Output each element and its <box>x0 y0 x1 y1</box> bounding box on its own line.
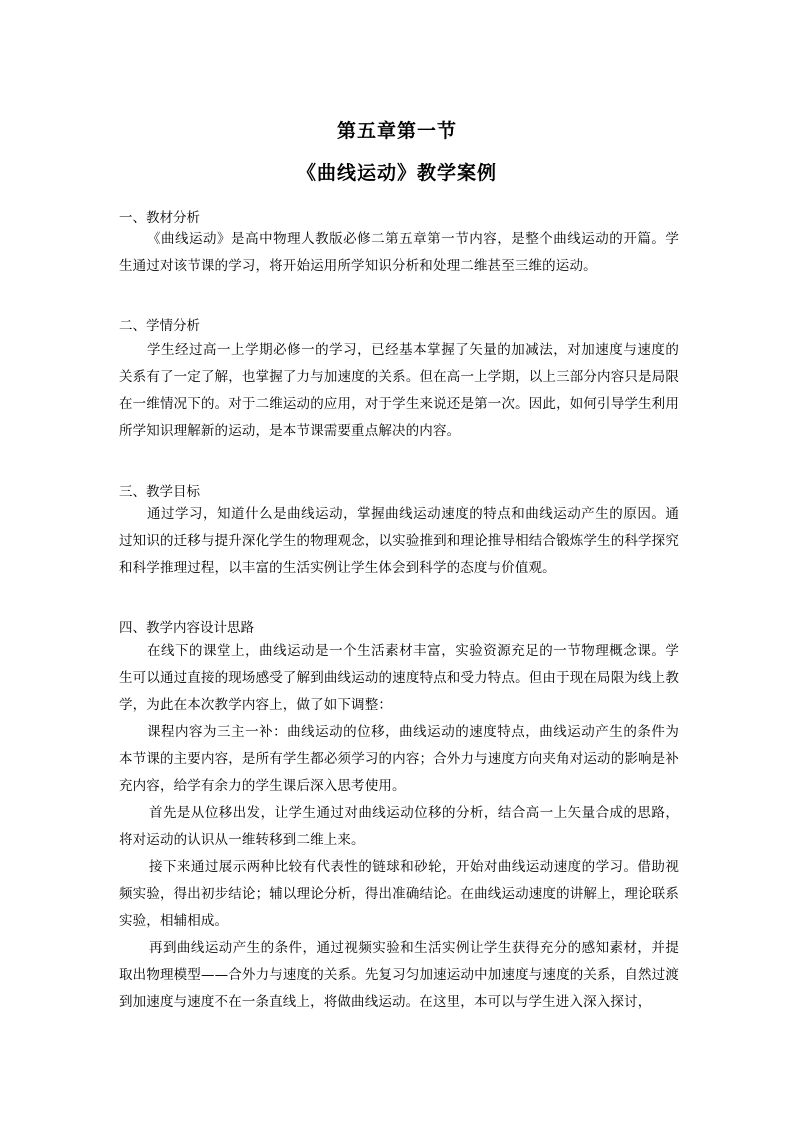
section-heading-materials: 一、教材分析 <box>119 210 200 226</box>
section-heading-goals: 三、教学目标 <box>119 484 200 500</box>
paragraph-design-content: 课程内容为三主一补：曲线运动的位移，曲线运动的速度特点，曲线运动产生的条件为本节课的主要内容，是所有学生都必须学习的内容；合外力与速度方向夹角对运动的影响是补充内容，给学有余力的学生课后深入思考使用。 <box>119 724 679 794</box>
paragraph-goals: 通过学习，知道什么是曲线运动，掌握曲线运动速度的特点和曲线运动产生的原因。通过知识的迁移与提升深化学生的物理观念，以实验推到和理论推导相结合锻炼学生的科学探究和科学推理过程，以丰富的生活实例让学生体会到科学的态度与价值观。 <box>119 506 679 576</box>
paragraph-design-displacement: 首先是从位移出发，让学生通过对曲线运动位移的分析，结合高一上矢量合成的思路，将对运动的认识从一维转移到二维上来。 <box>119 805 679 848</box>
paragraph-materials: 《曲线运动》是高中物理人教版必修二第五章第一节内容，是整个曲线运动的开篇。学生通过对该节课的学习，将开始运用所学知识分析和处理二维甚至三维的运动。 <box>119 231 679 274</box>
document-title: 第五章第一节 <box>336 120 457 142</box>
document-subtitle: 《曲线运动》教学案例 <box>296 162 497 184</box>
section-heading-learners: 二、学情分析 <box>119 318 200 334</box>
paragraph-design-velocity: 接下来通过展示两种比较有代表性的链球和砂轮，开始对曲线运动速度的学习。借助视频实验，得出初步结论；辅以理论分析，得出准确结论。在曲线运动速度的讲解上，理论联系实验，相辅相成。 <box>119 859 679 929</box>
paragraph-design-intro: 在线下的课堂上，曲线运动是一个生活素材丰富，实验资源充足的一节物理概念课。学生可以通过直接的现场感受了解到曲线运动的速度特点和受力特点。但由于现在局限为线上教学，为此在本次教学内容上，做了如下调整： <box>119 643 679 713</box>
section-heading-design: 四、教学内容设计思路 <box>119 620 254 636</box>
paragraph-design-conditions: 再到曲线运动产生的条件，通过视频实验和生活实例让学生获得充分的感知素材，并提取出物理模型——合外力与速度的关系。先复习匀加速运动中加速度与速度的关系，自然过渡到加速度与速度不在一条直线上，将做曲线运动。在这里，本可以与学生进入深入探讨， <box>119 940 679 1010</box>
paragraph-learners: 学生经过高一上学期必修一的学习，已经基本掌握了矢量的加减法，对加速度与速度的关系有了一定了解，也掌握了力与加速度的关系。但在高一上学期，以上三部分内容只是局限在一维情况下的。对于二维运动的应用，对于学生来说还是第一次。因此，如何引导学生利用所学知识理解新的运动，是本节课需要重点解决的内容。 <box>119 342 679 439</box>
